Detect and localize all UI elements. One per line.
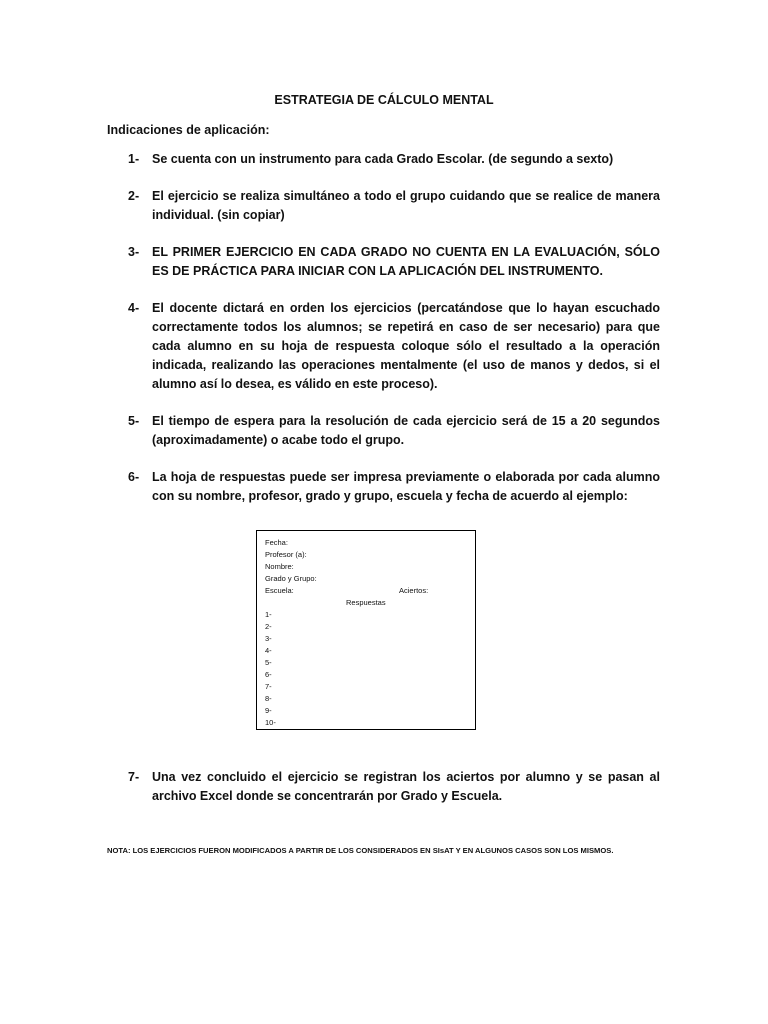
item-number: 5- — [128, 414, 140, 428]
instruction-item-6 — [128, 468, 660, 506]
item-number: 2- — [128, 189, 140, 203]
item-number: 1- — [128, 152, 140, 166]
form-aciertos: Aciertos: — [399, 586, 429, 595]
instruction-item-7 — [128, 768, 660, 806]
form-grado-grupo: Grado y Grupo: — [265, 574, 317, 583]
answer-line: 1- — [265, 610, 272, 619]
form-escuela-row — [265, 585, 475, 597]
instruction-item-4 — [128, 299, 660, 394]
item-number: 3- — [128, 245, 140, 259]
item-number: 6- — [128, 470, 140, 484]
instructions-heading: Indicaciones de aplicación: — [107, 123, 270, 137]
item-number: 4- — [128, 301, 140, 315]
form-profesor: Profesor (a): — [265, 550, 307, 559]
answer-line: 8- — [265, 694, 272, 703]
item-text: El tiempo de espera para la resolución de cada ejercicio será de 15 a 20 segundos (aproximadamente) o acabe todo el grupo. — [152, 414, 660, 447]
form-respuestas: Respuestas — [346, 598, 386, 607]
document-title: ESTRATEGIA DE CÁLCULO MENTAL — [274, 93, 494, 107]
instruction-item-5 — [128, 412, 660, 450]
answer-line: 3- — [265, 634, 272, 643]
answer-line: 2- — [265, 622, 272, 631]
item-text: El docente dictará en orden los ejercicios (percatándose que lo hayan escuchado correctamente todos los alumnos; se repetirá en caso de ser necesario) para que cada alumno en su hoja de respuesta coloque sólo el resultado a la operación indicada, realizando las operaciones mentalmente (el uso de manos y dedos, si el alumno así lo desea, es válido en este proceso). — [152, 301, 660, 391]
form-escuela: Escuela: — [265, 586, 294, 595]
answer-line: 6- — [265, 670, 272, 679]
answer-line: 7- — [265, 682, 272, 691]
item-text: Se cuenta con un instrumento para cada Grado Escolar. (de segundo a sexto) — [152, 152, 614, 166]
answer-line: 5- — [265, 658, 272, 667]
item-text: Una vez concluido el ejercicio se registran los aciertos por alumno y se pasan al archivo Excel donde se concentrarán por Grado y Escuela. — [152, 770, 660, 803]
item-number: 7- — [128, 770, 140, 784]
item-text: La hoja de respuestas puede ser impresa previamente o elaborada por cada alumno con su nombre, profesor, grado y grupo, escuela y fecha de acuerdo al ejemplo: — [152, 470, 660, 503]
answer-line: 10- — [265, 718, 276, 727]
answer-line: 4- — [265, 646, 272, 655]
footnote: NOTA: LOS EJERCICIOS FUERON MODIFICADOS A PARTIR DE LOS CONSIDERADOS EN SIsAT Y EN ALGUNOS CASOS SON LOS MISMOS. — [107, 846, 614, 855]
instruction-item-2 — [128, 187, 660, 225]
item-text: El ejercicio se realiza simultáneo a todo el grupo cuidando que se realice de manera individual. (sin copiar) — [152, 189, 660, 222]
form-fecha: Fecha: — [265, 538, 288, 547]
answer-sheet-example — [256, 530, 476, 730]
instruction-item-1 — [128, 150, 660, 169]
item-text: EL PRIMER EJERCICIO EN CADA GRADO NO CUENTA EN LA EVALUACIÓN, SÓLO ES DE PRÁCTICA PARA INICIAR CON LA APLICACIÓN DEL INSTRUMENTO. — [152, 245, 660, 278]
answer-line: 9- — [265, 706, 272, 715]
instruction-item-3 — [128, 243, 660, 281]
form-nombre: Nombre: — [265, 562, 294, 571]
